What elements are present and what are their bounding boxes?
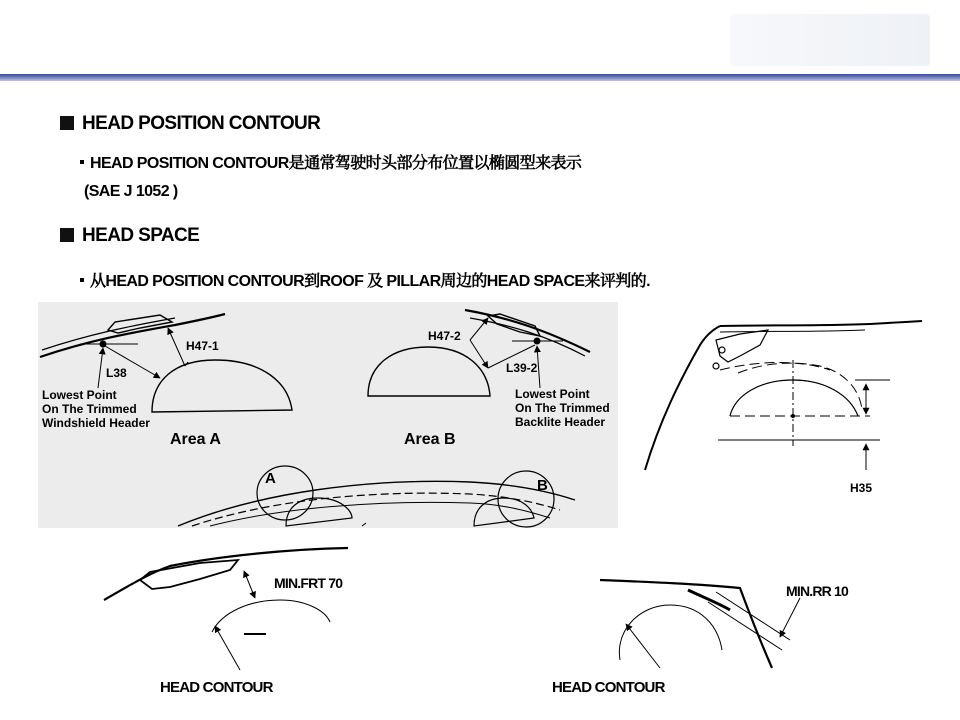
head-contour-label-left: HEAD CONTOUR (160, 679, 273, 696)
dim-h35: H35 (850, 481, 873, 495)
rear-clearance-diagram (600, 580, 800, 668)
dim-min-frt-70: MIN.FRT 70 (274, 575, 343, 591)
bullet-text: 从HEAD POSITION CONTOUR到ROOF 及 PILLAR周边的HEAD SPACE来评判的. (90, 273, 650, 290)
front-clearance-diagram (104, 548, 348, 670)
dim-l38: L38 (106, 366, 127, 380)
overview-label-b: B (537, 477, 548, 494)
callout-b-line3: Backlite Header (515, 415, 606, 429)
callout-b-line2: On The Trimmed (515, 401, 610, 415)
callout-a-line1: Lowest Point (42, 388, 117, 402)
dim-min-rr-10: MIN.RR 10 (786, 583, 849, 599)
heading-text: HEAD SPACE (82, 225, 200, 246)
area-a-label: Area A (170, 431, 221, 448)
dim-l39-2: L39-2 (506, 361, 538, 375)
callout-a-line3: Windshield Header (42, 416, 150, 430)
callout-a-line2: On The Trimmed (42, 402, 137, 416)
overview-label-a: A (265, 470, 276, 487)
callout-b-line1: Lowest Point (515, 387, 590, 401)
bullet-text: HEAD POSITION CONTOUR是通常驾驶时头部分布位置以椭圆型来表示 (90, 155, 582, 172)
head-contour-label-right: HEAD CONTOUR (552, 679, 665, 696)
bullet-sae-reference: (SAE J 1052 ) (84, 183, 178, 200)
side-view-diagram (645, 321, 922, 470)
dim-h47-1: H47-1 (186, 339, 219, 353)
area-b-label: Area B (404, 431, 456, 448)
dim-h47-2: H47-2 (428, 329, 461, 343)
heading-text: HEAD POSITION CONTOUR (82, 113, 321, 134)
